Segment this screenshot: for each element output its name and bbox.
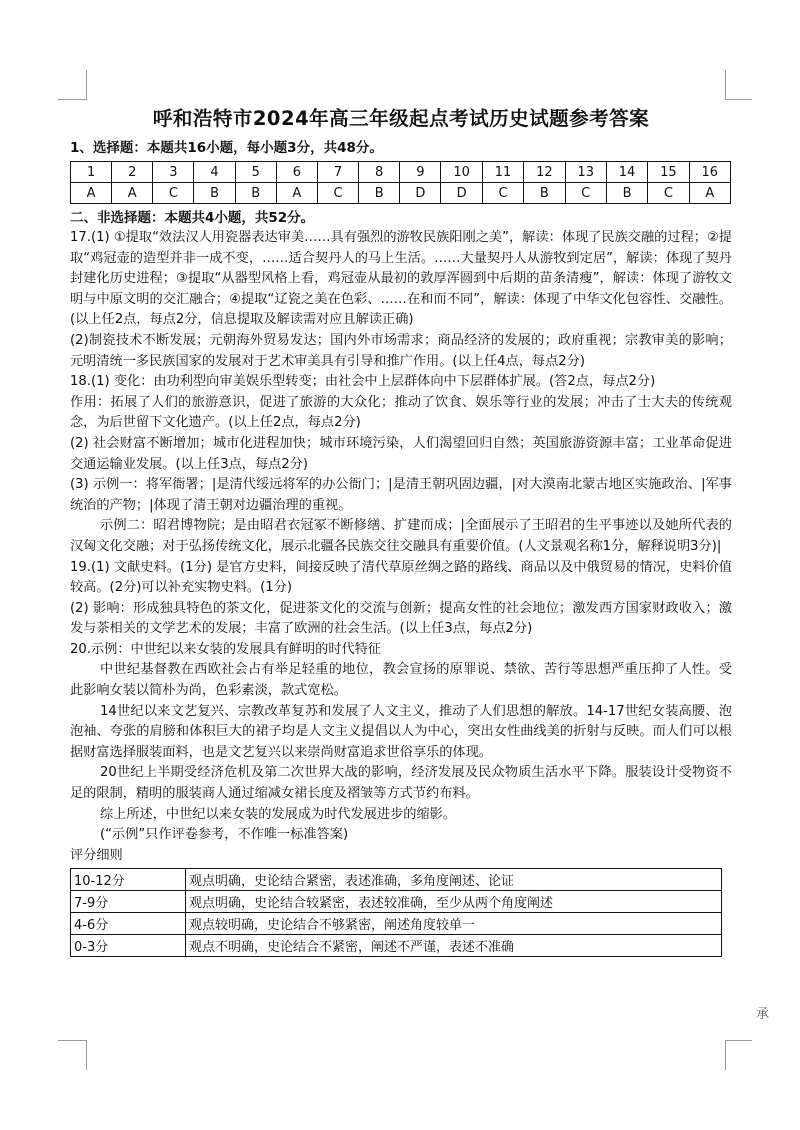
answer-cell: C — [317, 183, 358, 204]
rubric-row — [71, 891, 722, 913]
answer-cell: D — [400, 183, 441, 204]
rubric-description: 观点较明确，史论结合不够紧密，阐述角度较单一 — [186, 913, 722, 935]
q20-para-renaissance: 14世纪以来文艺复兴、宗教改革复苏和发展了人文主义，推动了人们思想的解放。14-17世纪女装高腰、泡泡袖、夸张的肩膀和体积巨大的裙子均是人文主义提倡以人为中心，突出女性曲线美的折射与反映。而人们可以根据财富选择服装面料，也是文艺复兴以来崇尚财富追求世俗享乐的体现。 — [70, 703, 732, 760]
rubric-table — [70, 868, 722, 957]
q17-part2: (2)制瓷技术不断发展；元朝海外贸易发达；国内外市场需求；商品经济的发展的；政府重视；宗教审美的影响；元明清统一多民族国家的发展对于艺术审美具有引导和推广作用。(以上任4点，每点2分) — [70, 332, 732, 369]
answer-cell: C — [153, 183, 194, 204]
question-number: 8 — [359, 162, 400, 183]
question-number: 1 — [71, 162, 112, 183]
rubric-score: 7-9分 — [71, 891, 186, 913]
rubric-description: 观点明确，史论结合较紧密，表述较准确，至少从两个角度阐述 — [186, 891, 722, 913]
section2-heading: 二、非选择题：本题共4小题，共52分。 — [70, 210, 315, 226]
answer-cell: A — [112, 183, 153, 204]
crop-mark-bottom-left-h — [58, 1040, 86, 1041]
answer-cell: C — [565, 183, 606, 204]
question-number: 4 — [194, 162, 235, 183]
q20-para-medieval: 中世纪基督教在西欧社会占有举足轻重的地位，教会宣扬的原罪说、禁欲、苦行等思想严重压抑了人性。受此影响女装以简朴为尚，色彩素淡，款式宽松。 — [70, 662, 732, 699]
crop-mark-top-left-v — [86, 70, 87, 100]
rubric-score: 0-3分 — [71, 935, 186, 957]
rubric-row — [71, 869, 722, 891]
crop-mark-bottom-left-v — [86, 1040, 87, 1070]
q20-thesis: 20.示例：中世纪以来女装的发展具有鲜明的时代特征 — [70, 641, 382, 657]
answer-cell: C — [482, 183, 523, 204]
answer-cell: B — [235, 183, 276, 204]
q20-note: (“示例”只作评卷参考，不作唯一标准答案) — [100, 827, 349, 843]
q20-para-20th-century: 20世纪上半期受经济危机及第二次世界大战的影响，经济发展及民众物质生活水平下降。服装设计受物资不足的限制，精明的服装商人通过缩减女裙长度及褶皱等方式节约布料。 — [70, 765, 732, 802]
answer-cell: B — [606, 183, 647, 204]
rubric-description: 观点明确，史论结合紧密，表述准确，多角度阐述、论证 — [186, 869, 722, 891]
q19-part2: (2) 影响：形成独具特色的茶文化，促进茶文化的交流与创新；提高女性的社会地位；激发西方国家财政收入；激发与茶相关的文学艺术的发展；丰富了欧洲的社会生活。(以上任3点，每点2分) — [70, 600, 732, 637]
rubric-row — [71, 935, 722, 957]
answer-sheet — [70, 98, 732, 957]
answer-cell: D — [441, 183, 482, 204]
question-number: 6 — [276, 162, 317, 183]
question-number: 11 — [482, 162, 523, 183]
crop-mark-bottom-right-v — [725, 1040, 726, 1070]
question-number: 7 — [317, 162, 358, 183]
question-number: 15 — [648, 162, 689, 183]
crop-mark-bottom-right-h — [726, 1040, 752, 1041]
crop-mark-top-right-v — [725, 70, 726, 100]
q18-part3-example2: 示例二：昭君博物院；是由昭君衣冠冢不断修缮、扩建而成；|全面展示了王昭君的生平事迹以及她所代表的汉匈文化交融；对于弘扬传统文化，展示北疆各民族交往交融具有重要价值。(人文景观名称1分，解释说明3分)| — [70, 518, 732, 554]
stamp-glyph: 承 — [756, 1007, 776, 1022]
q18-part1-change: 18.(1) 变化：由功利型向审美娱乐型转变；由社会中上层群体向中下层群体扩展。(答2点，每点2分) — [70, 374, 656, 390]
answer-table — [70, 161, 731, 204]
question-number: 13 — [565, 162, 606, 183]
rubric-row — [71, 913, 722, 935]
answer-key-row — [71, 183, 731, 204]
question-number: 12 — [524, 162, 565, 183]
q18-part3-example1: (3) 示例一：将军衙署；|是清代绥远将军的办公衙门；|是清王朝巩固边疆，|对大漠南北蒙古地区实施政治、|军事统治的产物；|体现了清王朝对边疆治理的重视。 — [70, 477, 732, 513]
section1-heading: 1、选择题：本题共16小题，每小题3分，共48分。 — [70, 140, 383, 156]
question-number: 5 — [235, 162, 276, 183]
rubric-heading: 评分细则 — [70, 847, 123, 863]
answer-cell: B — [194, 183, 235, 204]
q19-part1: 19.(1) 文献史料。(1分) 是官方史料，间接反映了清代草原丝绸之路的路线、商品以及中俄贸易的情况，史料价值较高。(2分)可以补充实物史料。(1分) — [70, 559, 732, 596]
q18-part1-effect: 作用：拓展了人们的旅游意识，促进了旅游的大众化；推动了饮食、娱乐等行业的发展；冲击了士大夫的传统观念，为后世留下文化遗产。(以上任2点，每点2分) — [70, 394, 732, 431]
answer-cell: A — [689, 183, 730, 204]
rubric-score: 10-12分 — [71, 869, 186, 891]
question-number: 2 — [112, 162, 153, 183]
question-number: 14 — [606, 162, 647, 183]
question-number: 10 — [441, 162, 482, 183]
page-title: 呼和浩特市2024年高三年级起点考试历史试题参考答案 — [152, 107, 650, 130]
q17-part1: 17.(1) ①提取“效法汉人用瓷器表达审美……具有强烈的游牧民族阳刚之美”，解读：体现了民族交融的过程；②提取“鸡冠壶的造型并非一成不变，……适合契丹人的马上生活。……大量契丹人从游牧到定居”，解读：体现了契丹封建化历史进程；③提取“从器型风格上看，鸡冠壶从最初的敦厚浑圆到中后期的苗条清瘦”，解读：体现了游牧文明与中原文明的交汇融合；④提取“辽瓷之美在色彩、……在和而不同”，解读：体现了中华文化包容性、交融性。(以上任2点，每点2分，信息提取及解读需对应且解读正确) — [70, 230, 732, 328]
q18-part2: (2) 社会财富不断增加；城市化进程加快；城市环境污染，人们渴望回归自然；英国旅游资源丰富；工业革命促进交通运输业发展。(以上任3点，每点2分) — [70, 435, 732, 472]
question-number: 9 — [400, 162, 441, 183]
answer-cell: B — [359, 183, 400, 204]
rubric-description: 观点不明确，史论结合不紧密，阐述不严谨，表述不准确 — [186, 935, 722, 957]
answer-cell: B — [524, 183, 565, 204]
rubric-score: 4-6分 — [71, 913, 186, 935]
question-number: 16 — [689, 162, 730, 183]
question-number: 3 — [153, 162, 194, 183]
answer-cell: C — [648, 183, 689, 204]
answer-cell: A — [71, 183, 112, 204]
q20-conclusion: 综上所述，中世纪以来女装的发展成为时代发展进步的缩影。 — [100, 806, 457, 822]
answer-number-row — [71, 162, 731, 183]
answer-cell: A — [276, 183, 317, 204]
